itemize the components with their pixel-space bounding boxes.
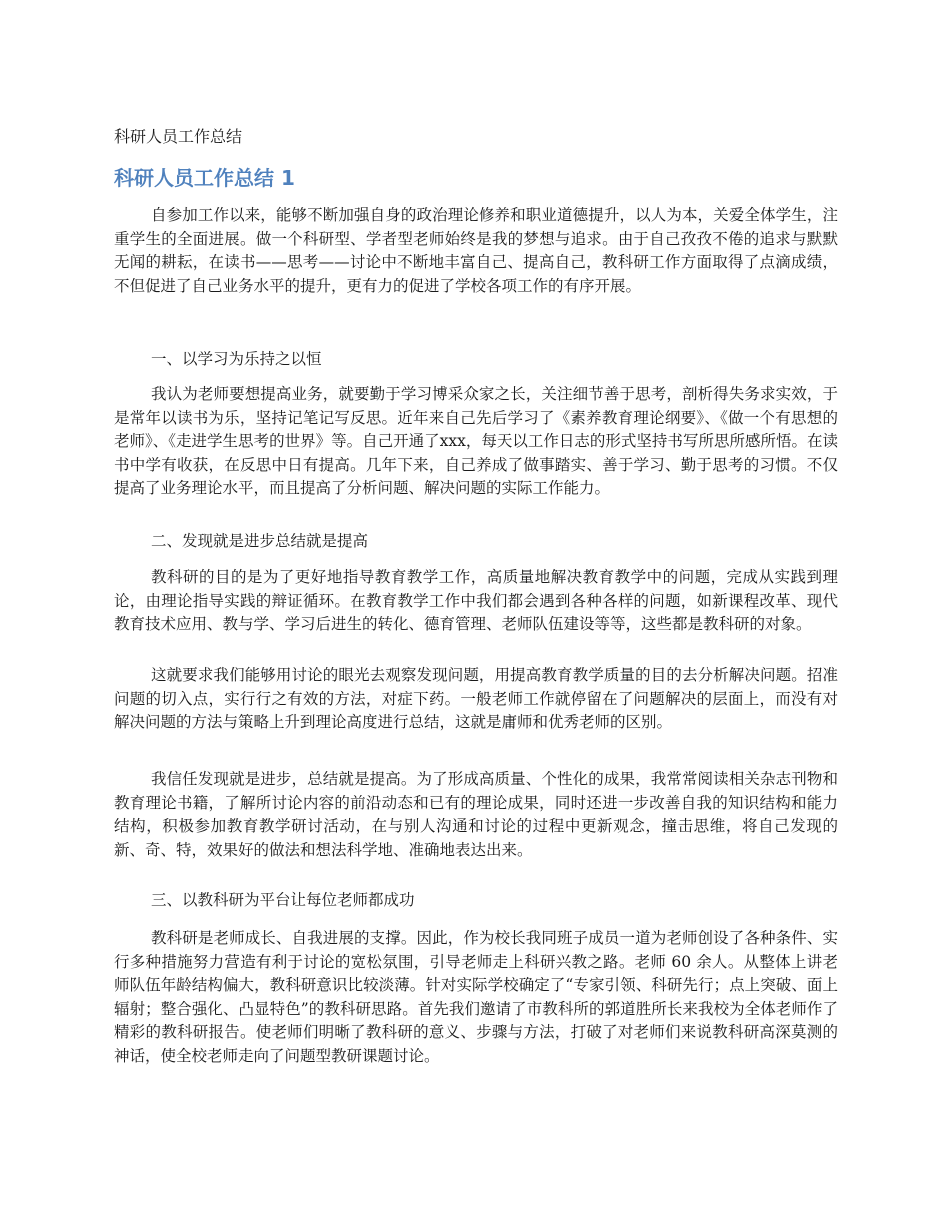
section-1-paragraph-1: 我认为老师要想提高业务，就要勤于学习博采众家之长，关注细节善于思考，剖析得失务求实效，于是常年以读书为乐，坚持记笔记写反思。近年来自己先后学习了《素养教育理论纲要》、《做一个有思想的老师》、《走进学生思考的世界》等。自己开通了xxx，每天以工作日志的形式坚持书写所思所感所悟。在读书中学有收获，在反思中日有提高。几年下来，自己养成了做事踏实、善于学习、勤于思考的习惯。不仅提高了业务理论水平，而且提高了分析问题、解决问题的实际工作能力。: [114, 385, 838, 497]
section-2-paragraph-1: 教科研的目的是为了更好地指导教育教学工作，高质量地解决教育教学中的问题，完成从实践到理论，由理论指导实践的辩证循环。在教育教学工作中我们都会遇到各种各样的问题，如新课程改革、现代教育技术应用、教与学、学习后进生的转化、德育管理、老师队伍建设等等，这些都是教科研的对象。: [114, 568, 838, 633]
section-1-title: 一、以学习为乐持之以恒: [151, 350, 322, 368]
intro-paragraph: 自参加工作以来，能够不断加强自身的政治理论修养和职业道德提升，以人为本，关爱全体学生，注重学生的全面进展。做一个科研型、学者型老师始终是我的梦想与追求。由于自己孜孜不倦的追求与默默无闻的耕耘，在读书——思考——讨论中不断地丰富自己、提高自己，教科研工作方面取得了点滴成绩，不但促进了自己业务水平的提升，更有力的促进了学校各项工作的有序开展。: [114, 206, 838, 295]
section-2-paragraph-3: 我信任发现就是进步，总结就是提高。为了形成高质量、个性化的成果，我常常阅读相关杂志刊物和教育理论书籍，了解所讨论内容的前沿动态和已有的理论成果，同时还进一步改善自我的知识结构和能力结构，积极参加教育教学研讨活动，在与别人沟通和讨论的过程中更新观念，撞击思维，将自己发现的新、奇、特，效果好的做法和想法科学地、准确地表达出来。: [114, 770, 838, 859]
document-title: 科研人员工作总结: [114, 127, 243, 146]
section-2-paragraph-2: 这就要求我们能够用讨论的眼光去观察发现问题，用提高教育教学质量的目的去分析解决问题。招准问题的切入点，实行行之有效的方法，对症下药。一般老师工作就停留在了问题解决的层面上，而没有对解决问题的方法与策略上升到理论高度进行总结，这就是庸师和优秀老师的区别。: [114, 666, 838, 731]
section-3-title: 三、以教科研为平台让每位老师都成功: [151, 891, 415, 909]
section-2-title: 二、发现就是进步总结就是提高: [151, 532, 369, 550]
section-3-paragraph-1: 教科研是老师成长、自我进展的支撑。因此，作为校长我同班子成员一道为老师创设了各种条件、实行多种措施努力营造有利于讨论的宽松氛围，引导老师走上科研兴教之路。老师 60 余人。从整体上讲老师队伍年龄结构偏大，教科研意识比较淡薄。针对实际学校确定了“专家引领、科研先行；点上突破、面上辐射；整合强化、凸显特色”的教科研思路。首先我们邀请了市教科所的郭道胜所长来我校为全体老师作了精彩的教科研报告。使老师们明晰了教科研的意义、步骤与方法，打破了对老师们来说教科研高深莫测的神话，使全校老师走向了问题型教研课题讨论。: [114, 929, 838, 1065]
section-heading: 科研人员工作总结 1: [114, 166, 295, 190]
